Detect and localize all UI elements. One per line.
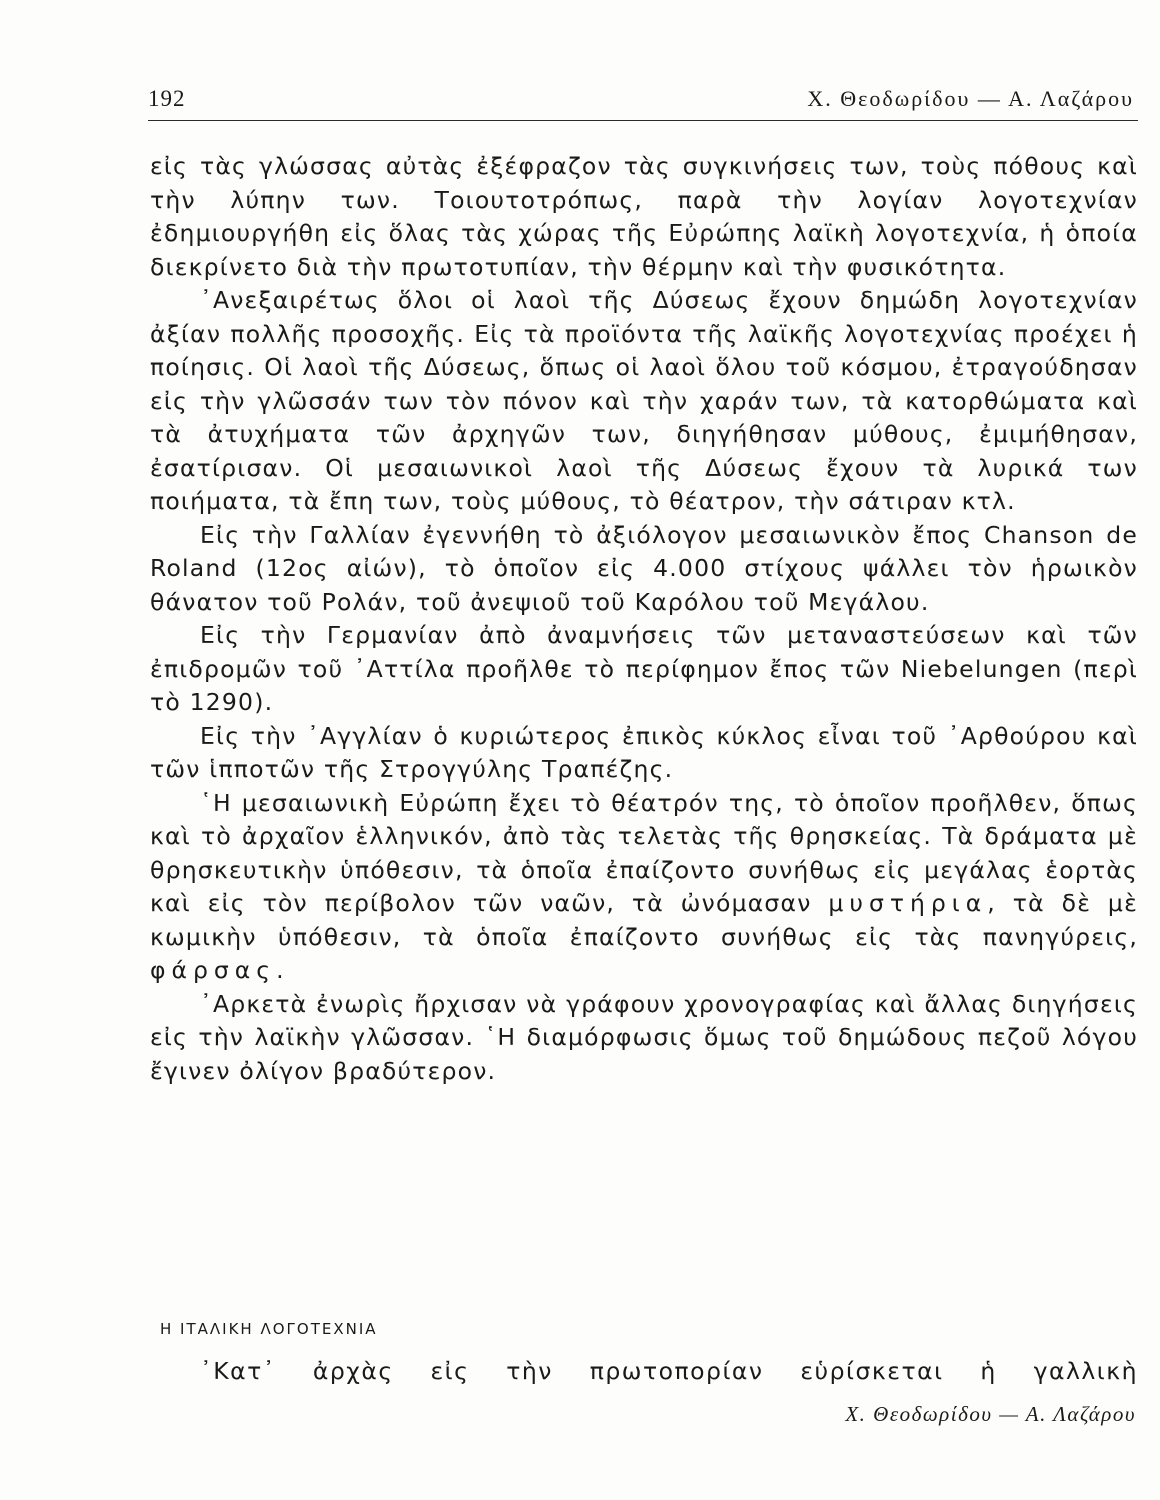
- paragraph-france: Εἰς τὴν Γαλλίαν ἐγεννήθη τὸ ἀξιόλογον μεσαιωνικὸν ἔπος Chanson de Roland (12ος αἰών), τὸ ὁποῖον εἰς 4.000 στίχους ψάλλει τὸν ἡρωικὸν θάνατον τοῦ Ρολάν, τοῦ ἀνεψιοῦ τοῦ Καρόλου τοῦ Μεγάλου.: [150, 520, 1138, 616]
- theatre-text-before: ῾Η μεσαιωνικὴ Εὐρώπη ἔχει τὸ θέατρόν της, τὸ ὁποῖον προῆλθεν, ὅπως καὶ τὸ ἀρχαῖον ἑλληνικόν, ἀπὸ τὰς τελετὰς τῆς θρησκείας. Τὰ δράματα μὲ θρησκευτικὴν ὑπόθεσιν, τὰ ὁποῖα ἐπαίζοντο συνήθως εἰς μεγάλας ἑορτὰς καὶ εἰς τὸν περίβολον τῶν ναῶν, τὰ ὠνόμασαν: [150, 788, 1138, 917]
- body-text: [150, 150, 1138, 1088]
- term-mysteries: μυστήρια: [828, 889, 988, 917]
- theatre-text-middle: , τὰ δὲ μὲ κωμικὴν ὑπόθεσιν, τὰ ὁποῖα ἐπαίζοντο συνήθως εἰς τὰς πανηγύρεις,: [150, 889, 1138, 951]
- paragraph-continuation: εἰς τὰς γλώσσας αὐτὰς ἐξέφραζον τὰς συγκινήσεις των, τοὺς πόθους καὶ τὴν λύπην των. Τοιουτοτρόπως, παρὰ τὴν λογίαν λογοτεχνίαν ἐδημιουργήθη εἰς ὅλας τὰς χώρας τῆς Εὐρώπης λαϊκὴ λογοτεχνία, ἡ ὁποία διεκρίνετο διὰ τὴν πρωτοτυπίαν, τὴν θέρμην καὶ τὴν φυσικότητα.: [150, 152, 1138, 281]
- paragraph-england: Εἰς τὴν ᾿Αγγλίαν ὁ κυριώτερος ἐπικὸς κύκλος εἶναι τοῦ ᾿Αρθούρου καὶ τῶν ἱπποτῶν τῆς Στρογγύλης Τραπέζης.: [150, 721, 1138, 783]
- closing-line: ᾿Κατ᾿ ἀρχὰς εἰς τὴν πρωτοπορίαν εὑρίσκεται ἡ γαλλικὴ: [200, 1357, 1138, 1385]
- paragraph-chronicles: ᾿Αρκετὰ ἐνωρὶς ἤρχισαν νὰ γράφουν χρονογραφίας καὶ ἄλλας διηγήσεις εἰς τὴν λαϊκὴν γλῶσσαν. ῾Η διαμόρφωσις ὅμως τοῦ δημώδους πεζοῦ λόγου ἔγινεν ὀλίγον βραδύτερον.: [150, 989, 1138, 1085]
- paragraph-western-peoples: ᾿Ανεξαιρέτως ὅλοι οἱ λαοὶ τῆς Δύσεως ἔχουν δημώδη λογοτεχνίαν ἀξίαν πολλῆς προσοχῆς. Εἰς τὰ προϊόντα τῆς λαϊκῆς λογοτεχνίας προέχει ἡ ποίησις. Οἱ λαοὶ τῆς Δύσεως, ὅπως οἱ λαοὶ ὅλου τοῦ κόσμου, ἐτραγούδησαν εἰς τὴν γλῶσσάν των τὸν πόνον καὶ τὴν χαράν των, τὰ κατορθώματα καὶ τὰ ἀτυχήματα τῶν ἀρχηγῶν των, διηγήθησαν μύθους, ἐμιμήθησαν, ἐσατίρισαν. Οἱ μεσαιωνικοὶ λαοὶ τῆς Δύσεως ἔχουν τὰ λυρικά των ποιήματα, τὰ ἔπη των, τοὺς μύθους, τὸ θέατρον, τὴν σάτιραν κτλ.: [150, 286, 1138, 515]
- theatre-text-after: .: [276, 956, 285, 984]
- term-farces: φάρσας: [150, 956, 277, 984]
- running-head: [148, 80, 1138, 120]
- paragraph-theatre: [150, 787, 1138, 988]
- section-heading: Η ΙΤΑΛΙΚΗ ΛΟΓΟΤΕΧΝΙΑ: [160, 1320, 378, 1338]
- header-authors: Χ. Θεοδωρίδου — Α. Λαζάρου: [807, 86, 1134, 111]
- page-number: 192: [148, 86, 186, 111]
- header-rule: [148, 120, 1138, 121]
- footer-authors: Χ. Θεοδωρίδου — Α. Λαζάρου: [845, 1402, 1136, 1426]
- paragraph-germany: Εἰς τὴν Γερμανίαν ἀπὸ ἀναμνήσεις τῶν μεταναστεύσεων καὶ τῶν ἐπιδρομῶν τοῦ ᾿Αττίλα προῆλθε τὸ περίφημον ἔπος τῶν Niebelungen (περὶ τὸ 1290).: [150, 621, 1138, 716]
